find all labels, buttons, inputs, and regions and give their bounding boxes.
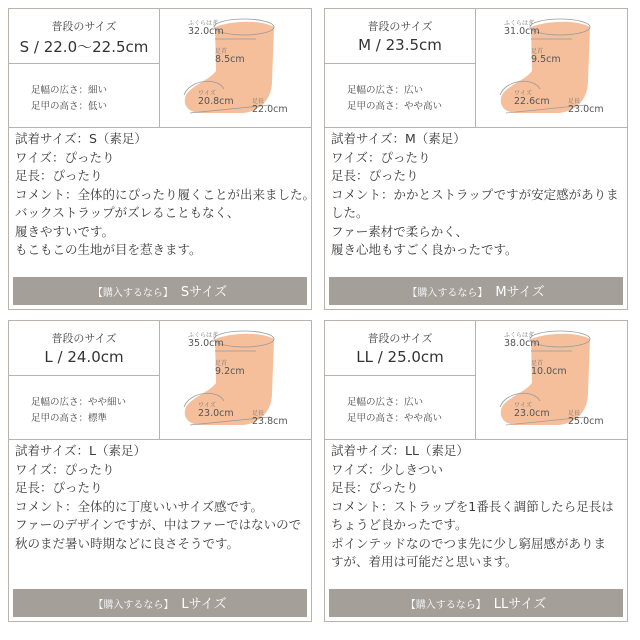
foot-measurement-figure — [476, 321, 627, 439]
review-text — [331, 442, 623, 572]
size-info — [9, 9, 159, 127]
foot-width-text: 足幅の広さ：細い — [31, 85, 108, 96]
buy-prefix: 【購入するなら】 — [405, 600, 486, 611]
review-line: ちょうど良かったです。 — [331, 517, 468, 532]
foot-illustration — [476, 321, 627, 439]
usual-size-label: 普段のサイズ — [367, 332, 433, 345]
foot-measurement-figure — [160, 9, 311, 127]
wise-label: ワイズ — [514, 402, 532, 409]
ankle-label: 足首 — [531, 360, 544, 367]
foot-illustration — [160, 9, 311, 127]
instep-height-text: 足甲の高さ：やや高い — [347, 101, 443, 112]
size-card-s — [8, 8, 316, 310]
calf-label: ふくらはぎ — [504, 20, 535, 27]
calf-label: ふくらはぎ — [504, 332, 535, 339]
buy-size-label: LLサイズ — [493, 597, 547, 612]
review-line: コメント：ストラップを1番長く調節したら足長は — [331, 498, 614, 514]
review-line: 足長：ぴったり — [331, 480, 419, 495]
review-line: 足長：ぴったり — [15, 168, 103, 183]
instep-height-text: 足甲の高さ：標準 — [31, 413, 108, 424]
usual-size-label: 普段のサイズ — [51, 20, 117, 33]
review-line: ファーのデザインですが、中はファーではないので — [15, 517, 302, 532]
review-line: コメント：全体的に丁度いいサイズ感です。 — [15, 498, 264, 514]
review-line: した。 — [331, 205, 369, 220]
calf-label: ふくらはぎ — [188, 332, 219, 339]
usual-size-value: M / 23.5cm — [358, 36, 442, 54]
review-line: すが、着用は可能だと思います。 — [331, 554, 518, 569]
review-line: 秋のまだ暑い時期などに良さそうです。 — [15, 535, 240, 551]
review-line: 試着サイズ：M（素足） — [331, 131, 466, 146]
wise-label: ワイズ — [198, 90, 216, 97]
usual-size-box — [9, 321, 159, 376]
usual-size-value: S / 22.0〜22.5cm — [19, 38, 149, 56]
review-line: もこもこの生地が目を惹きます。 — [15, 242, 202, 257]
review-line: コメント：全体的にぴったり履くことが出来ました。 — [15, 186, 316, 202]
usual-size-box — [9, 9, 159, 64]
buy-button[interactable] — [329, 589, 623, 617]
foot-width-text: 足幅の広さ：広い — [347, 85, 424, 96]
review-line: ワイズ：少しきつい — [331, 461, 444, 477]
usual-size-value: L / 24.0cm — [44, 348, 124, 366]
review-line: ポインテッドなのでつま先に少し窮屈感がありま — [331, 535, 607, 551]
card-header — [9, 321, 311, 440]
wise-label: ワイズ — [198, 402, 216, 409]
buy-button[interactable] — [13, 277, 307, 305]
usual-size-box — [325, 9, 475, 64]
wise-label: ワイズ — [514, 90, 532, 97]
wise-value: 23.0cm — [198, 408, 234, 419]
calf-value: 35.0cm — [188, 338, 224, 349]
review-line: 試着サイズ：L（素足） — [15, 443, 146, 458]
review-line: 履き心地もすごく良かったです。 — [331, 242, 518, 257]
size-card-ll — [324, 320, 628, 622]
usual-size-label: 普段のサイズ — [367, 20, 433, 33]
foot-measurement-figure — [476, 9, 627, 127]
review-text — [15, 130, 316, 260]
wise-value: 20.8cm — [198, 96, 234, 107]
review-line: 試着サイズ：LL（素足） — [331, 443, 469, 458]
usual-size-box — [325, 321, 475, 376]
review-line: ファー素材で柔らかく、 — [331, 223, 469, 239]
calf-value: 31.0cm — [504, 26, 540, 37]
ankle-label: 足首 — [215, 48, 228, 55]
review-line: 履きやすいです。 — [15, 223, 115, 239]
calf-value: 38.0cm — [504, 338, 540, 349]
buy-prefix: 【購入するなら】 — [407, 288, 488, 299]
review-line: ワイズ：ぴったり — [15, 461, 115, 477]
size-info — [9, 321, 159, 439]
buy-prefix: 【購入するなら】 — [92, 288, 173, 299]
review-line: ワイズ：ぴったり — [15, 149, 115, 165]
length-label: 足長 — [568, 410, 581, 417]
length-label: 足長 — [568, 98, 581, 105]
length-value: 22.0cm — [252, 104, 288, 115]
size-info — [325, 9, 475, 127]
card-header — [9, 9, 311, 128]
size-card-l — [8, 320, 312, 622]
buy-prefix: 【購入するなら】 — [93, 600, 174, 611]
usual-size-value: LL / 25.0cm — [356, 348, 444, 366]
wise-value: 22.6cm — [514, 96, 550, 107]
ankle-value: 10.0cm — [531, 366, 567, 377]
usual-size-label: 普段のサイズ — [51, 332, 117, 345]
buy-size-label: Sサイズ — [180, 285, 228, 300]
length-label: 足長 — [252, 98, 265, 105]
buy-size-label: Lサイズ — [181, 597, 227, 612]
instep-height-text: 足甲の高さ：やや高い — [347, 413, 443, 424]
size-card-m — [324, 8, 628, 310]
length-label: 足長 — [252, 410, 265, 417]
ankle-value: 8.5cm — [215, 54, 245, 65]
review-line: ワイズ：ぴったり — [331, 149, 431, 165]
ankle-value: 9.5cm — [531, 54, 561, 65]
foot-width-text: 足幅の広さ：広い — [347, 397, 424, 408]
review-line: コメント：かかとストラップですが安定感がありま — [331, 186, 619, 202]
calf-label: ふくらはぎ — [188, 20, 219, 27]
review-line: バックストラップがズレることもなく、 — [15, 205, 240, 220]
ankle-value: 9.2cm — [215, 366, 245, 377]
review-line: 試着サイズ：S（素足） — [15, 131, 147, 146]
length-value: 23.8cm — [252, 416, 288, 427]
review-text — [331, 130, 623, 260]
ankle-label: 足首 — [215, 360, 228, 367]
calf-value: 32.0cm — [188, 26, 224, 37]
size-info — [325, 321, 475, 439]
ankle-label: 足首 — [531, 48, 544, 55]
card-header — [325, 321, 627, 440]
length-value: 25.0cm — [568, 416, 604, 427]
length-value: 23.0cm — [568, 104, 604, 115]
buy-button[interactable] — [13, 589, 307, 617]
buy-size-label: Mサイズ — [495, 285, 545, 300]
card-header — [325, 9, 627, 128]
review-line: 足長：ぴったり — [15, 480, 103, 495]
review-text — [15, 442, 307, 553]
instep-height-text: 足甲の高さ：低い — [31, 101, 108, 112]
foot-illustration — [160, 321, 311, 439]
foot-width-text: 足幅の広さ：やや細い — [31, 397, 127, 408]
review-line: 足長：ぴったり — [331, 168, 419, 183]
wise-value: 23.0cm — [514, 408, 550, 419]
foot-illustration — [476, 9, 627, 127]
buy-button[interactable] — [329, 277, 623, 305]
foot-measurement-figure — [160, 321, 311, 439]
